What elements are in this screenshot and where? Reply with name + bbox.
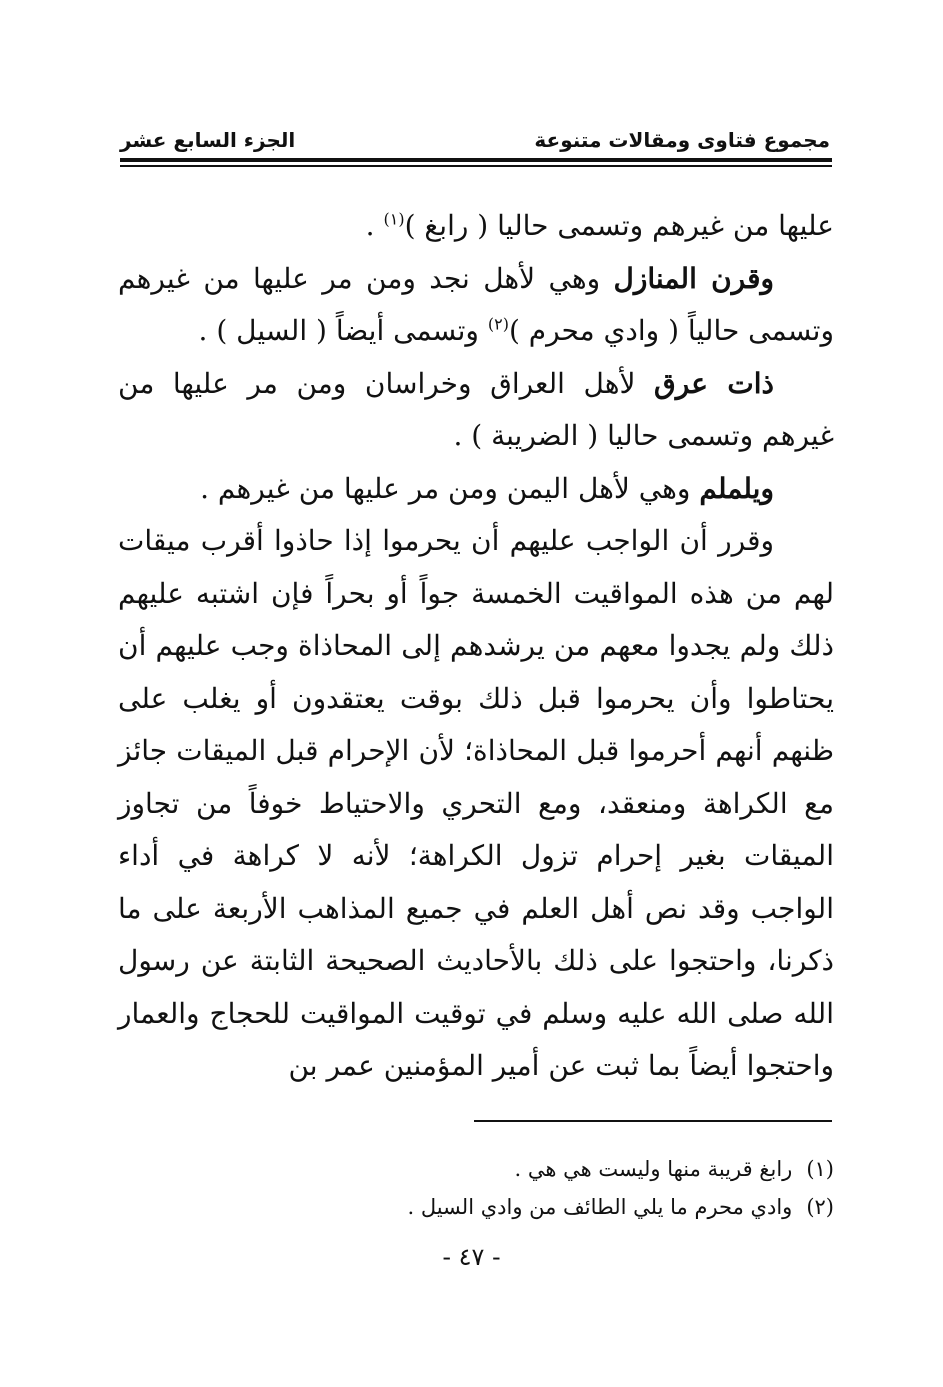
footnote-1-marker: (١) [806,1157,834,1181]
header-rule-thin [120,165,832,167]
footnote-1 [300,1150,834,1188]
paragraph-1-text: عليها من غيرهم وتسمى حاليا ( رابغ ) [404,209,834,242]
paragraph-5 [118,515,834,1093]
paragraph-1-tail: . [365,209,384,242]
running-header [120,118,830,152]
term-dhat-irq: ذات عرق [654,366,774,400]
footnote-separator [474,1120,832,1122]
book-title: مجموع فتاوى ومقالات متنوعة [534,128,830,152]
paragraph-1 [118,200,834,253]
term-yalamlam: ويلملم [699,471,774,505]
header-rule-thick [120,158,832,162]
paragraph-2-text: وهي لأهل نجد ومن مر عليها من غيرهم وتسمى حالياً ( وادي محرم ) [118,261,834,347]
footnote-ref-2: (٢) [487,314,509,334]
paragraph-5-text: وقرر أن الواجب عليهم أن يحرموا إذا حاذوا أقرب ميقات لهم من هذه المواقيت الخمسة جواً أو بحراً فإن اشتبه عليهم ذلك ولم يجدوا معهم من يرشدهم إلى المحاذاة وجب عليهم أن يحتاطوا وأن يحرموا قبل ذلك بوقت يعتقدون أو يغلب على ظنهم أنهم أحرموا قبل المحاذاة؛ لأن الإحرام قبل الميقات جائز مع الكراهة ومنعقد، ومع التحري والاحتياط خوفاً من تجاوز الميقات بغير إحرام تزول الكراهة؛ لأنه لا كراهة في أداء الواجب وقد نص أهل العلم في جميع المذاهب الأربعة على ما ذكرنا، واحتجوا على ذلك بالأحاديث الصحيحة الثابتة عن رسول الله صلى الله عليه وسلم في توقيت المواقيت للحجاج والعمار واحتجوا أيضاً بما ثبت عن أمير المؤمنين عمر بن [118,524,834,1082]
footnote-1-text: رابغ قريبة منها وليست هي هي . [514,1157,793,1181]
main-text [118,200,834,1093]
paragraph-4-text: وهي لأهل اليمن ومن مر عليها من غيرهم . [200,471,700,505]
volume-label: الجزء السابع عشر [120,128,296,152]
paragraph-4 [118,463,834,516]
paragraph-2 [118,253,834,358]
page-number: - ٤٧ - [442,1243,501,1271]
paragraph-3-text: لأهل العراق وخراسان ومن مر عليها من غيرهم وتسمى حاليا ( الضريبة ) . [118,366,834,452]
footnote-2-marker: (٢) [806,1195,834,1219]
footnote-2 [300,1188,834,1226]
paragraph-2-tail: وتسمى أيضاً ( السيل ) . [198,314,488,347]
footnote-ref-1: (١) [383,209,405,229]
paragraph-3 [118,358,834,463]
footnotes [300,1150,834,1226]
footnote-2-text: وادي محرم ما يلي الطائف من وادي السيل . [407,1195,793,1219]
term-qarn-al-manazil: وقرن المنازل [613,261,774,295]
